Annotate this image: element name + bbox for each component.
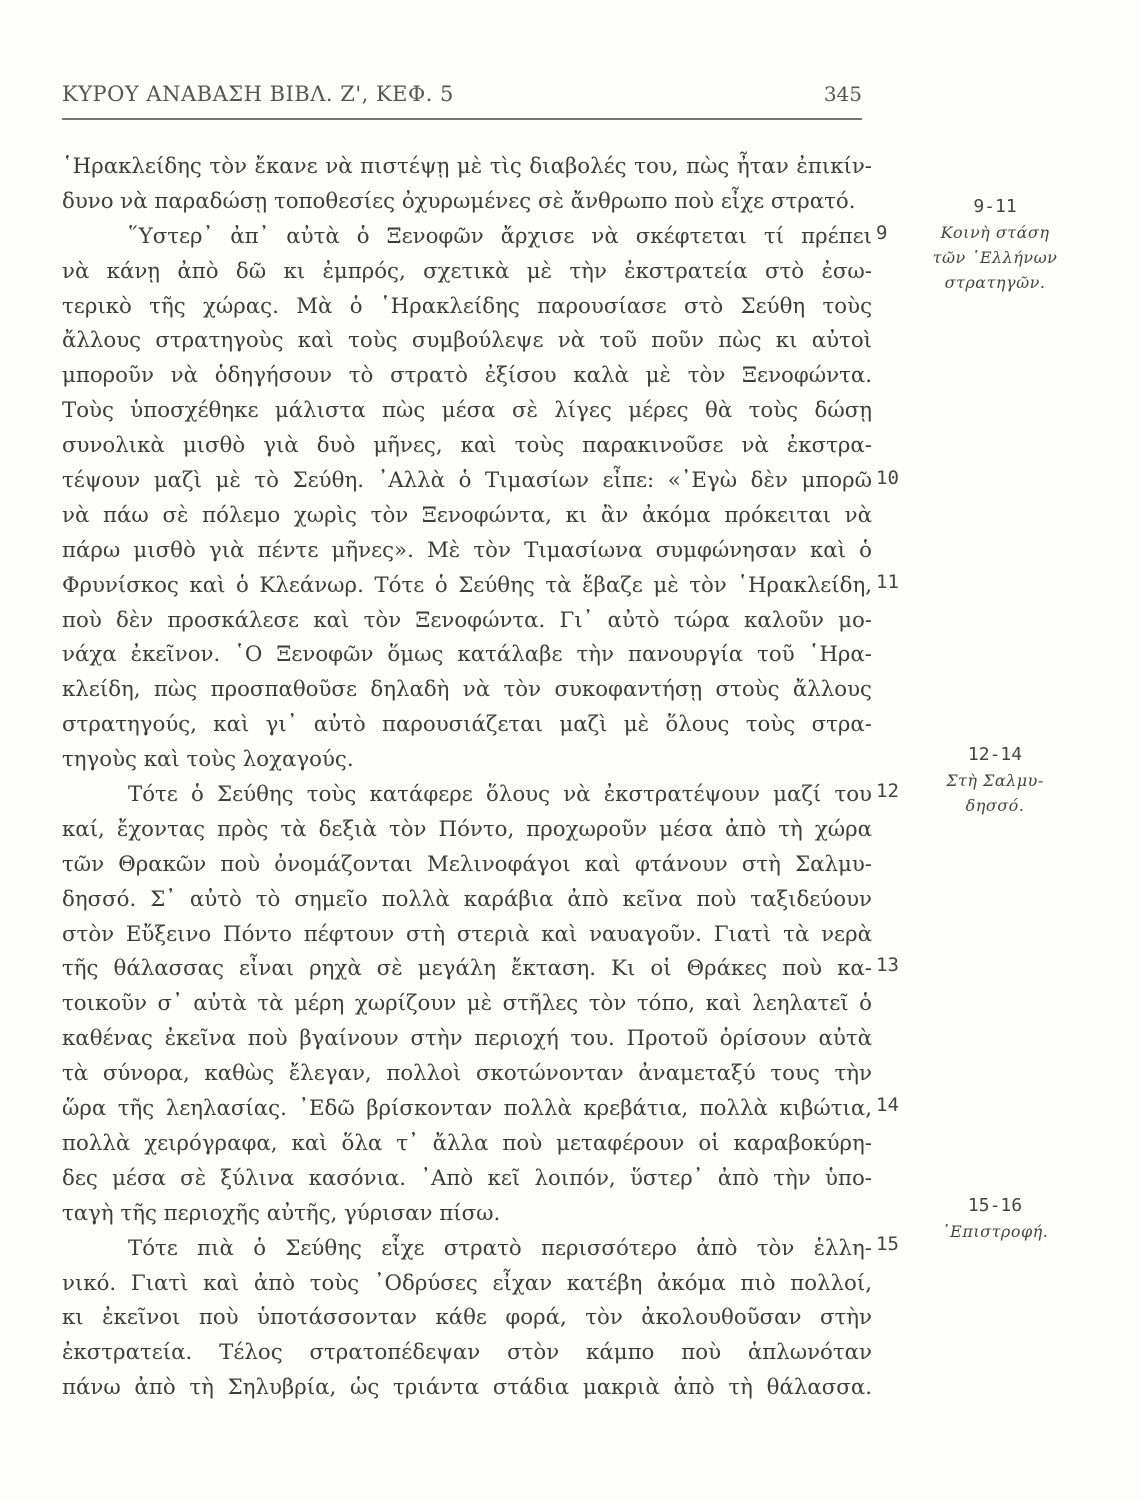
text-line: τοικοῦν σ᾿ αὐτὰ τὰ μέρη χωρίζουν μὲ στῆλες τὸν τόπο, καὶ λεηλατεῖ ὁ — [62, 991, 872, 1017]
margin-note-gloss: δησσό. — [965, 796, 1025, 815]
section-number: 10 — [876, 467, 899, 489]
running-title: ΚΥΡΟΥ ΑΝΑΒΑΣΗ ΒΙΒΛ. Ζ', ΚΕΦ. 5 — [62, 82, 454, 106]
text-line: Τότε ὁ Σεύθης τοὺς κατάφερε ὅλους νὰ ἐκστρατέψουν μαζί του — [128, 782, 872, 808]
text-line: ῞Υστερ᾿ ἀπ᾿ αὐτὰ ὁ Ξενοφῶν ἄρχισε νὰ σκέφτεται τί πρέπει — [128, 223, 872, 249]
text-line: νάχα ἐκεῖνον. ῾Ο Ξενοφῶν ὅμως κατάλαβε τὴν πανουργία τοῦ ῾Ηρα- — [62, 642, 872, 668]
text-line: νὰ πάω σὲ πόλεμο χωρὶς τὸν Ξενοφώντα, κι ἂν ἀκόμα πρόκειται νὰ — [62, 502, 872, 528]
text-line: πάνω ἀπὸ τὴ Σηλυβρία, ὡς τριάντα στάδια μακριὰ ἀπὸ τὴ θάλασσα. — [62, 1375, 872, 1401]
text-line: Τοὺς ὑποσχέθηκε μάλιστα πὼς μέσα σὲ λίγες μέρες θὰ τοὺς δώσῃ — [62, 398, 872, 424]
page-header — [62, 82, 862, 114]
margin-note-range: 15-16 — [967, 1195, 1023, 1216]
margin-note-range: 12-14 — [967, 744, 1023, 765]
section-number: 14 — [876, 1094, 899, 1116]
margin-note-gloss: τῶν ῾Ελλήνων — [932, 248, 1058, 267]
margin-note-gloss: Στὴ Σαλμυ- — [946, 771, 1044, 790]
text-line: στὸν Εὔξεινο Πόντο πέφτουν στὴ στεριὰ καὶ ναυαγοῦν. Γιατὶ τὰ νερὰ — [62, 921, 872, 947]
text-line: δες μέσα σὲ ξύλινα κασόνια. ᾿Απὸ κεῖ λοιπόν, ὕστερ᾿ ἀπὸ τὴν ὑπο- — [62, 1165, 872, 1191]
section-number: 12 — [876, 780, 899, 802]
page-number: 345 — [823, 82, 862, 106]
section-number: 9 — [876, 222, 888, 244]
margin-note-gloss: στρατηγῶν. — [944, 273, 1046, 292]
margin-note — [920, 1193, 1070, 1244]
text-line: τῆς θάλασσας εἶναι ρηχὰ σὲ μεγάλη ἔκταση. Κι οἱ Θράκες ποὺ κα- — [62, 956, 872, 982]
text-line: τὰ σύνορα, καθὼς ἔλεγαν, πολλοὶ σκοτώνονταν ἀναμεταξύ τους τὴν — [62, 1061, 872, 1087]
section-number: 13 — [876, 954, 899, 976]
text-line: ἐκστρατεία. Τέλος στρατοπέδεψαν στὸν κάμπο ποὺ ἁπλωνόταν — [62, 1340, 872, 1366]
text-line: νικό. Γιατὶ καὶ ἀπὸ τοὺς ᾿Οδρύσες εἶχαν κατέβη ἀκόμα πιὸ πολλοί, — [62, 1270, 872, 1296]
text-line: ἄλλους στρατηγοὺς καὶ τοὺς συμβούλεψε νὰ τοῦ ποῦν πὼς κι αὐτοὶ — [62, 328, 872, 354]
text-line: ταγὴ τῆς περιοχῆς αὐτῆς, γύρισαν πίσω. — [62, 1200, 501, 1226]
text-line: ῾Ηρακλείδης τὸν ἔκανε νὰ πιστέψῃ μὲ τὶς διαβολές του, πὼς ἦταν ἐπικίν- — [62, 154, 872, 179]
text-line: ὥρα τῆς λεηλασίας. ᾿Εδῶ βρίσκονταν πολλὰ κρεβάτια, πολλὰ κιβώτια, — [62, 1096, 872, 1122]
text-line: κλείδη, πὼς προσπαθοῦσε δηλαδὴ νὰ τὸν συκοφαντήσῃ στοὺς ἄλλους — [62, 677, 872, 703]
section-number: 15 — [876, 1233, 899, 1255]
margin-note-range: 9-11 — [973, 196, 1017, 217]
text-line: καθένας ἐκεῖνα ποὺ βγαίνουν στὴν περιοχή του. Προτοῦ ὁρίσουν αὐτὰ — [62, 1026, 872, 1052]
text-line: νὰ κάνῃ ἀπὸ δῶ κι ἐμπρός, σχετικὰ μὲ τὴν ἐκστρατεία στὸ ἐσω- — [62, 258, 872, 284]
text-line: τερικὸ τῆς χώρας. Μὰ ὁ ῾Ηρακλείδης παρουσίασε στὸ Σεύθη τοὺς — [62, 293, 872, 319]
margin-note-gloss: ᾿Επιστροφή. — [941, 1222, 1049, 1241]
section-number: 11 — [876, 571, 899, 593]
text-line: κι ἐκεῖνοι ποὺ ὑποτάσσονταν κάθε φορά, τὸν ἀκολουθοῦσαν στὴν — [62, 1305, 872, 1331]
text-line: συνολικὰ μισθὸ γιὰ δυὸ μῆνες, καὶ τοὺς παρακινοῦσε νὰ ἐκστρα- — [62, 433, 872, 459]
text-line: τηγοὺς καὶ τοὺς λοχαγούς. — [62, 747, 354, 773]
text-line: τῶν Θρακῶν ποὺ ὀνομάζονται Μελινοφάγοι καὶ φτάνουν στὴ Σαλμυ- — [62, 851, 872, 877]
text-line: δυνο νὰ παραδώσῃ τοποθεσίες ὀχυρωμένες σὲ ἄνθρωπο ποὺ εἶχε στρατό. — [62, 188, 856, 214]
body-text — [62, 150, 872, 1406]
text-line: δησσό. Σ᾿ αὐτὸ τὸ σημεῖο πολλὰ καράβια ἀπὸ κεῖνα ποὺ ταξιδεύουν — [62, 886, 872, 912]
text-line: πολλὰ χειρόγραφα, καὶ ὅλα τ᾿ ἄλλα ποὺ μεταφέρουν οἱ καραβοκύρη- — [62, 1130, 872, 1156]
margin-note-gloss: Κοινὴ στάση — [940, 223, 1050, 242]
text-line: στρατηγούς, καὶ γι᾿ αὐτὸ παρουσιάζεται μαζὶ μὲ ὅλους τοὺς στρα- — [62, 712, 872, 738]
text-line: πάρω μισθὸ γιὰ πέντε μῆνες». Μὲ τὸν Τιμασίωνα συμφώνησαν καὶ ὁ — [62, 537, 872, 563]
text-line: ποὺ δὲν προσκάλεσε καὶ τὸν Ξενοφώντα. Γι᾿ αὐτὸ τώρα καλοῦν μο- — [62, 607, 872, 633]
text-line: Τότε πιὰ ὁ Σεύθης εἶχε στρατὸ περισσότερο ἀπὸ τὸν ἑλλη- — [128, 1235, 872, 1261]
text-line: μποροῦν νὰ ὁδηγήσουν τὸ στρατὸ ἐξίσου καλὰ μὲ τὸν Ξενοφώντα. — [62, 363, 872, 389]
text-line: καί, ἔχοντας πρὸς τὰ δεξιὰ τὸν Πόντο, προχωροῦν μέσα ἀπὸ τὴ χώρα — [62, 816, 872, 842]
text-line: Φρυνίσκος καὶ ὁ Κλεάνωρ. Τότε ὁ Σεύθης τὰ ἔβαζε μὲ τὸν ῾Ηρακλείδη, — [62, 572, 872, 598]
margin-note — [920, 194, 1070, 295]
header-rule — [62, 118, 862, 120]
margin-note — [920, 742, 1070, 818]
text-line: τέψουν μαζὶ μὲ τὸ Σεύθη. ᾿Αλλὰ ὁ Τιμασίων εἶπε: «᾿Εγὼ δὲν μπορῶ — [62, 468, 872, 494]
